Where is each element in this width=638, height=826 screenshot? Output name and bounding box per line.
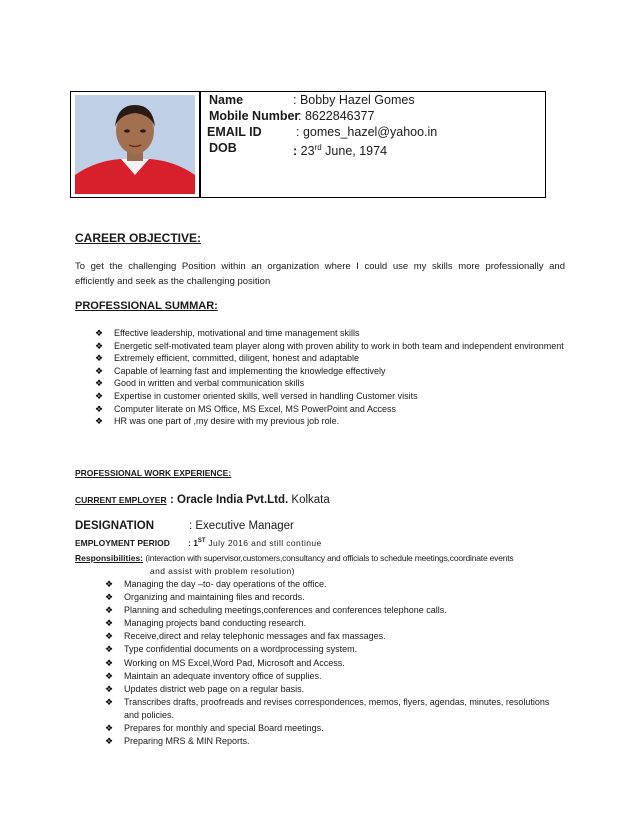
summary-text: Energetic self-motivated team player along with proven ability to work in both team and independent environment: [114, 340, 564, 351]
duty-item: [105, 670, 565, 683]
duties-list: [105, 578, 565, 748]
diamond-bullet-icon: ❖: [95, 365, 104, 376]
period-label: EMPLOYMENT PERIOD: [75, 538, 170, 548]
profile-photo-illustration: [75, 95, 195, 194]
duty-text: Type confidential documents on a wordprocessing system.: [124, 644, 358, 655]
duty-item: [105, 578, 565, 591]
diamond-bullet-icon: ❖: [105, 592, 114, 603]
duty-item: [105, 630, 565, 643]
diamond-bullet-icon: ❖: [105, 579, 114, 589]
diamond-bullet-icon: ❖: [105, 644, 114, 655]
duty-text: Prepares for monthly and special Board meetings.: [124, 723, 324, 734]
summary-item: [95, 340, 565, 353]
summary-heading: PROFESSIONAL SUMMAR:: [75, 300, 218, 312]
designation-value: : Executive Manager: [189, 520, 294, 532]
summary-item: [95, 352, 565, 365]
duty-text: Receive,direct and relay telephonic messages and fax massages.: [124, 631, 386, 642]
summary-text: Extremely efficient, committed, diligent, honest and adaptable: [114, 353, 359, 364]
dob-label: DOB: [209, 141, 237, 155]
mobile-label: Mobile Number: [209, 109, 300, 123]
responsibilities-intro-2: and assist with problem resolution): [150, 566, 295, 576]
duty-item: [105, 643, 565, 656]
employer-name: : Oracle India Pvt.Ltd.: [170, 494, 289, 506]
experience-heading: PROFESSIONAL WORK EXPERIENCE:: [75, 468, 232, 478]
duty-text: Managing projects band conducting research.: [124, 618, 307, 629]
duty-text: Managing the day –to- day operations of the office.: [124, 579, 327, 589]
name-label: Name: [209, 93, 244, 107]
duty-text: Transcribes drafts, proofreads and revises correspondences, memos, flyers, agendas, minutes, resolutions and policies.: [124, 696, 550, 720]
diamond-bullet-icon: ❖: [95, 403, 104, 414]
diamond-bullet-icon: ❖: [95, 378, 104, 389]
designation-label: DESIGNATION: [75, 520, 155, 532]
mobile-value: : 8622846377: [298, 109, 375, 123]
summary-text: Good in written and verbal communication skills: [114, 378, 305, 389]
responsibilities-intro: [75, 552, 565, 578]
name-value: : Bobby Hazel Gomes: [293, 93, 415, 107]
summary-text: Computer literate on MS Office, MS Excel, MS PowerPoint and Access: [114, 403, 396, 414]
diamond-bullet-icon: ❖: [105, 736, 114, 747]
summary-list: [95, 327, 565, 428]
dob-value: : 23rd June, 1974: [293, 143, 388, 159]
period-row: [75, 533, 322, 551]
duty-text: Planning and scheduling meetings,conferences and conferences telephone calls.: [124, 605, 447, 616]
diamond-bullet-icon: ❖: [95, 328, 104, 338]
duty-text: Updates district web page on a regular basis.: [124, 683, 305, 694]
diamond-bullet-icon: ❖: [105, 631, 114, 642]
summary-item: [95, 365, 565, 378]
summary-item: [95, 327, 565, 340]
duty-text: Working on MS Excel,Word Pad, Microsoft and Access.: [124, 657, 345, 668]
summary-item: [95, 377, 565, 390]
diamond-bullet-icon: ❖: [95, 340, 104, 351]
summary-text: Effective leadership, motivational and time management skills: [114, 328, 360, 338]
diamond-bullet-icon: ❖: [105, 696, 114, 707]
period-value: : 1ST July 2016 and still continue: [188, 538, 322, 548]
duty-item: [105, 735, 565, 748]
duty-item: [105, 657, 565, 670]
duty-item: [105, 683, 565, 696]
email-value: : gomes_hazel@yahoo.in: [296, 125, 438, 139]
summary-text: Capable of learning fast and implementing the knowledge effectively: [114, 365, 386, 376]
summary-item: [95, 403, 565, 416]
designation-row: [75, 516, 294, 534]
objective-line-1: To get the challenging Position within an organization where I could use my skills more professionally and: [75, 261, 565, 272]
career-objective-text: [75, 259, 565, 289]
email-label: EMAIL ID: [207, 125, 262, 139]
responsibilities-label: Responsibilities:: [75, 553, 144, 563]
duty-item: [105, 591, 565, 604]
duty-item: [105, 696, 565, 722]
duty-item: [105, 617, 565, 630]
duty-text: Maintain an adequate inventory office of supplies.: [124, 670, 322, 681]
diamond-bullet-icon: ❖: [95, 353, 104, 364]
diamond-bullet-icon: ❖: [105, 618, 114, 629]
career-objective-heading: CAREER OBJECTIVE:: [75, 231, 202, 245]
duty-text: Organizing and maintaining files and records.: [124, 592, 305, 603]
diamond-bullet-icon: ❖: [95, 416, 104, 427]
diamond-bullet-icon: ❖: [105, 670, 114, 681]
employer-row: [75, 490, 330, 508]
duty-item: [105, 604, 565, 617]
duty-text: Preparing MRS & MIN Reports.: [124, 736, 250, 747]
profile-photo: [75, 95, 195, 194]
objective-line-2: efficiently and seek as the challenging position: [75, 276, 271, 287]
responsibilities-intro-1: (interaction with supervisor,customers,consultancy and officials to schedule meetings,coordinate events: [145, 553, 514, 563]
employer-city: Kolkata: [288, 494, 330, 506]
summary-item: [95, 415, 565, 428]
diamond-bullet-icon: ❖: [105, 605, 114, 616]
summary-text: HR was one part of ,my desire with my previous job role.: [114, 416, 340, 427]
employer-label: CURRENT EMPLOYER: [75, 495, 167, 505]
diamond-bullet-icon: ❖: [105, 657, 114, 668]
duty-item: [105, 722, 565, 735]
diamond-bullet-icon: ❖: [105, 723, 114, 734]
summary-text: Expertise in customer oriented skills, well versed in handling Customer visits: [114, 390, 418, 401]
summary-item: [95, 390, 565, 403]
diamond-bullet-icon: ❖: [95, 390, 104, 401]
contact-info: [207, 92, 438, 159]
diamond-bullet-icon: ❖: [105, 683, 114, 694]
